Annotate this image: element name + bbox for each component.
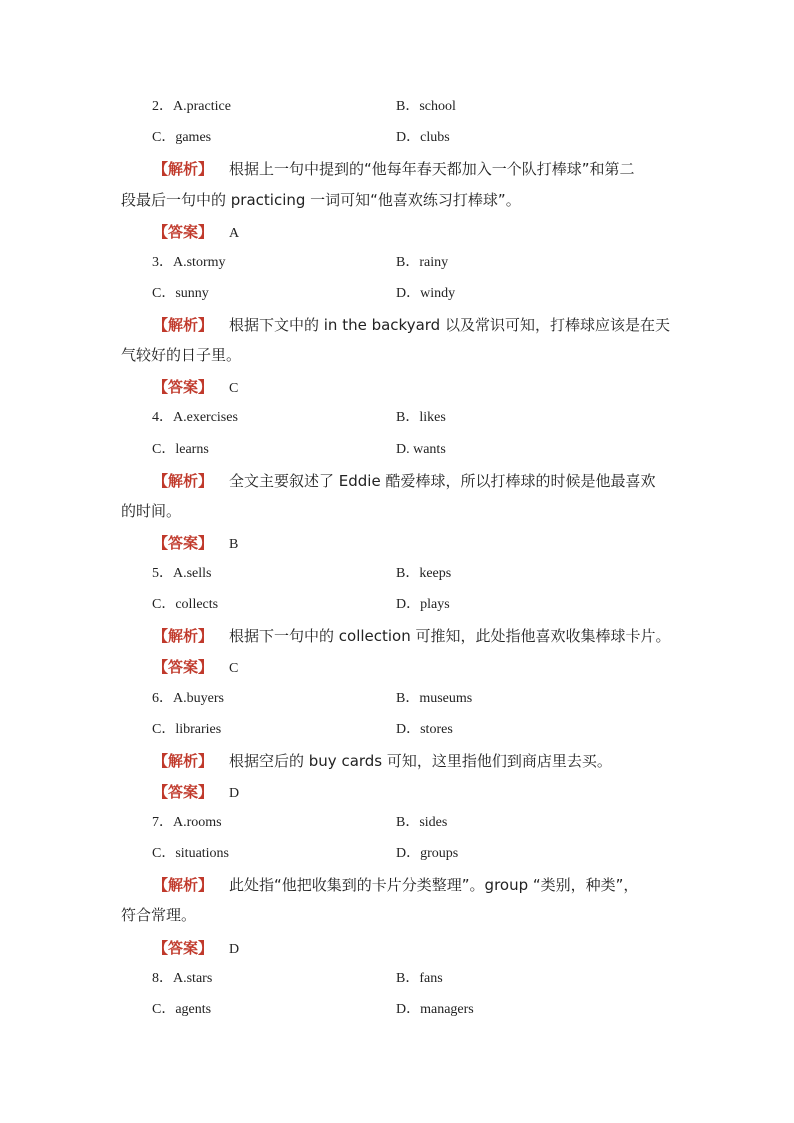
answer-label: 【答案】: [153, 658, 214, 676]
answer-value: B: [229, 537, 239, 552]
analysis-label: 【解析】: [153, 316, 214, 334]
option-a: 7．A.rooms: [152, 815, 222, 830]
option-c: C．situations: [152, 846, 230, 861]
analysis-text: 全文主要叙述了 Eddie 酷爱棒球，所以打棒球的时候是他最喜欢: [229, 472, 656, 490]
analysis-text: 根据空后的 buy cards 可知，这里指他们到商店里去买。: [229, 752, 612, 770]
answer-label: 【答案】: [153, 223, 214, 241]
option-b: B．sides: [396, 815, 448, 830]
answer-label: 【答案】: [153, 783, 214, 801]
analysis-text-continued: 符合常理。: [121, 906, 197, 924]
analysis-text: 此处指“他把收集到的卡片分类整理”。group “类别，种类”，: [229, 876, 639, 894]
option-d: D．groups: [396, 846, 459, 861]
answer-value: C: [229, 661, 239, 676]
option-b: B．keeps: [396, 566, 452, 581]
option-a: 5．A.sells: [152, 566, 212, 581]
option-d: D．windy: [396, 286, 456, 301]
analysis-text: 根据下文中的 in the backyard 以及常识可知，打棒球应该是在天: [229, 316, 670, 334]
analysis-text-continued: 气较好的日子里。: [121, 346, 242, 364]
option-c: C．collects: [152, 597, 219, 612]
option-d: D. wants: [396, 442, 446, 457]
option-c: C．agents: [152, 1002, 212, 1017]
option-d: D．stores: [396, 722, 453, 737]
answer-value: A: [229, 226, 240, 241]
answer-label: 【答案】: [153, 378, 214, 396]
analysis-label: 【解析】: [153, 472, 214, 490]
answer-value: D: [229, 786, 240, 801]
analysis-text-continued: 段最后一句中的 practicing 一词可知“他喜欢练习打棒球”。: [121, 191, 521, 209]
option-d: D．managers: [396, 1002, 474, 1017]
answer-value: D: [229, 942, 240, 957]
option-b: B．museums: [396, 691, 473, 706]
analysis-label: 【解析】: [153, 752, 214, 770]
analysis-text-continued: 的时间。: [121, 502, 182, 520]
option-c: C．sunny: [152, 286, 209, 301]
option-c: C．learns: [152, 442, 209, 457]
analysis-label: 【解析】: [153, 876, 214, 894]
analysis-text: 根据上一句中提到的“他每年春天都加入一个队打棒球”和第二: [229, 160, 635, 178]
option-a: 3．A.stormy: [152, 255, 226, 270]
answer-label: 【答案】: [153, 534, 214, 552]
option-a: 2．A.practice: [152, 99, 231, 114]
analysis-label: 【解析】: [153, 160, 214, 178]
option-b: B．school: [396, 99, 456, 114]
option-b: B．fans: [396, 971, 443, 986]
option-b: B．rainy: [396, 255, 449, 270]
option-c: C．libraries: [152, 722, 222, 737]
analysis-label: 【解析】: [153, 627, 214, 645]
answer-value: C: [229, 381, 239, 396]
option-a: 4．A.exercises: [152, 410, 238, 425]
option-a: 6．A.buyers: [152, 691, 224, 706]
option-a: 8．A.stars: [152, 971, 213, 986]
option-c: C．games: [152, 130, 212, 145]
analysis-text: 根据下一句中的 collection 可推知，此处指他喜欢收集棒球卡片。: [229, 627, 671, 645]
option-d: D．plays: [396, 597, 450, 612]
answer-label: 【答案】: [153, 939, 214, 957]
option-d: D．clubs: [396, 130, 450, 145]
option-b: B．likes: [396, 410, 446, 425]
